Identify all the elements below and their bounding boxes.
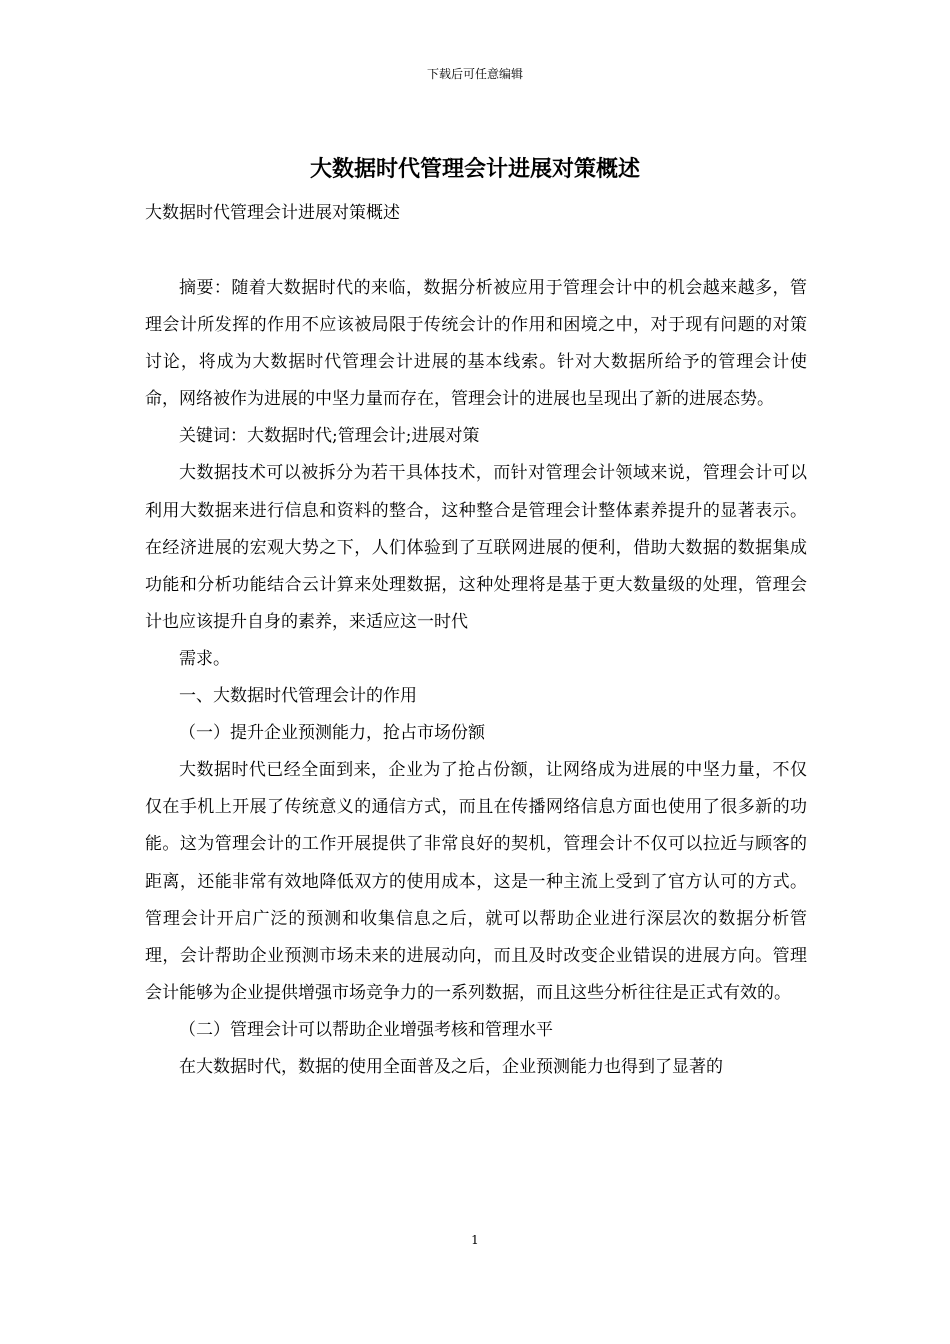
subsection-heading-2: （二）管理会计可以帮助企业增强考核和管理水平 — [179, 1019, 553, 1040]
section-1-paragraph: 大数据时代已经全面到来，企业为了抢占份额，让网络成为进展的中坚力量，不仅仅在手机上开展了传统意义的通信方式，而且在传播网络信息方面也使用了很多新的功能。这为管理会计的工作开展提供了非常良好的契机，管理会计不仅可以拉近与顾客的距离，还能非常有效地降低双方的使用成本，这是一种主流上受到了官方认可的方式。管理会计开启广泛的预测和收集信息之后，就可以帮助企业进行深层次的数据分析管理，会计帮助企业预测市场未来的进展动向，而且及时改变企业错误的进展方向。管理会计能够为企业提供增强市场竞争力的一系列数据，而且这些分析往往是正式有效的。 — [145, 760, 807, 1003]
intro-continuation: 需求。 — [179, 648, 230, 669]
document-subtitle: 大数据时代管理会计进展对策概述 — [145, 203, 400, 223]
page-number: 1 — [471, 1233, 479, 1247]
document-body — [145, 270, 807, 1086]
section-2-paragraph: 在大数据时代，数据的使用全面普及之后，企业预测能力也得到了显著的 — [179, 1056, 723, 1077]
subsection-heading-1: （一）提升企业预测能力，抢占市场份额 — [179, 723, 485, 744]
header-note: 下载后可任意编辑 — [426, 67, 523, 81]
keywords-paragraph: 关键词：大数据时代;管理会计;进展对策 — [179, 426, 480, 447]
abstract-paragraph: 摘要：随着大数据时代的来临，数据分析被应用于管理会计中的机会越来越多，管理会计所发挥的作用不应该被局限于传统会计的作用和困境之中，对于现有问题的对策讨论，将成为大数据时代管理会计进展的基本线索。针对大数据所给予的管理会计使命，网络被作为进展的中坚力量而存在，管理会计的进展也呈现出了新的进展态势。 — [145, 278, 807, 410]
document-title: 大数据时代管理会计进展对策概述 — [309, 156, 640, 182]
intro-paragraph: 大数据技术可以被拆分为若干具体技术，而针对管理会计领域来说，管理会计可以利用大数据来进行信息和资料的整合，这种整合是管理会计整体素养提升的显著表示。在经济进展的宏观大势之下，人们体验到了互联网进展的便利，借助大数据的数据集成功能和分析功能结合云计算来处理数据，这种处理将是基于更大数量级的处理，管理会计也应该提升自身的素养，来适应这一时代 — [145, 463, 807, 632]
section-heading-1: 一、大数据时代管理会计的作用 — [179, 686, 417, 707]
